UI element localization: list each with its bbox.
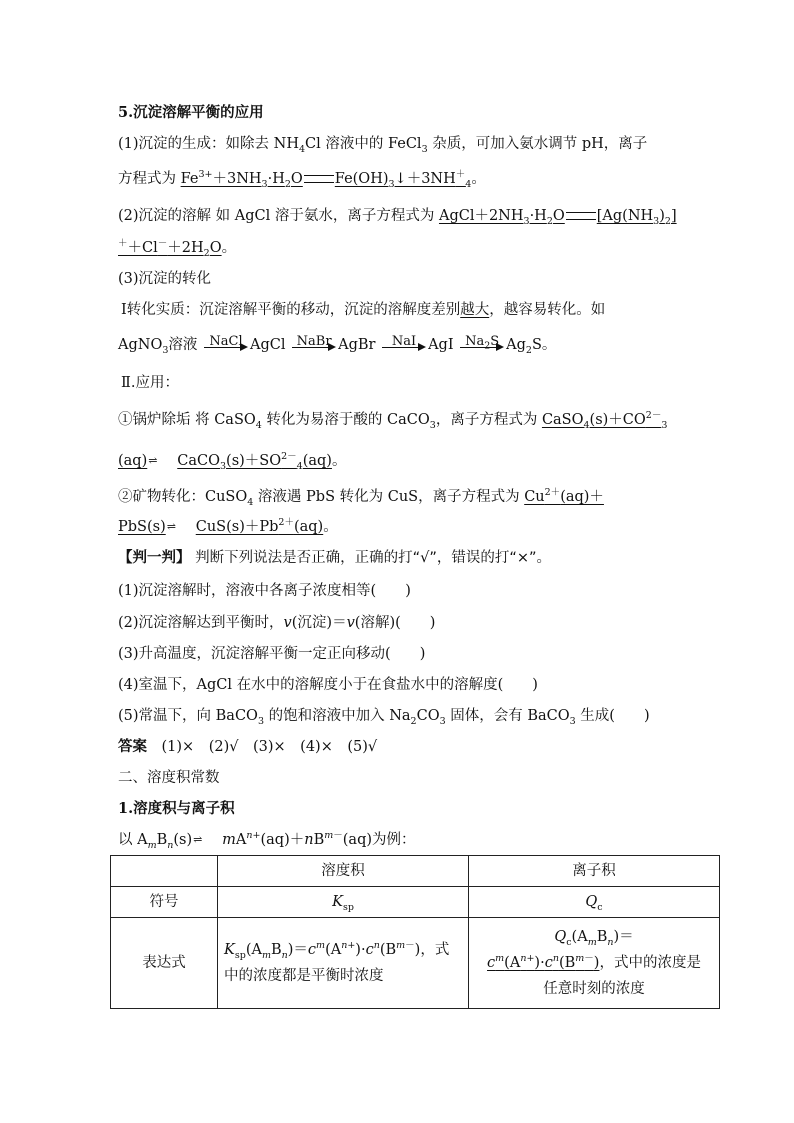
- table-header-ksp: 溶度积: [218, 856, 469, 887]
- table-row-label-expression: 表达式: [111, 918, 218, 1009]
- table-row-expression: [111, 918, 720, 1009]
- reaction-chain-silver: AgNO$_3$溶液 NaCl AgCl NaBr AgBr NaI AgI $Na_2S$ $Ag_2S$。: [118, 334, 557, 356]
- judge-item-1: (1)沉淀溶解时，溶液中各离子浓度相等( ): [118, 583, 411, 599]
- subheading-ksp-qc: 1.溶度积与离子积: [118, 800, 235, 817]
- table-row-symbol: [111, 887, 720, 918]
- table-header-qc: 离子积: [469, 856, 720, 887]
- section-heading-applications: 5.沉淀溶解平衡的应用: [118, 104, 264, 121]
- paragraph-conversion-essence: Ⅰ转化实质：沉淀溶解平衡的移动，沉淀的溶解度差别越大，越容易转化。如: [121, 302, 606, 318]
- equation-cus-conversion: PbS(s)⇌ $CuS(s)+Pb^{2+}(aq)$。: [118, 517, 338, 535]
- paragraph-boiler-descaling: ①锅炉除垢 将 CaSO$_4$ 转化为易溶于酸的 CaCO$_3$，离子方程式为 $CaSO_4(s)+CO^{2-}_3$: [118, 410, 668, 431]
- table-row-label-symbol: 符号: [111, 887, 218, 918]
- table-header-row: [111, 856, 720, 887]
- judge-item-4: (4)室温下，AgCl 在水中的溶解度小于在食盐水中的溶解度( ): [118, 677, 538, 693]
- judge-item-3: (3)升高温度，沉淀溶解平衡一定正向移动( ): [118, 646, 426, 662]
- table-header-empty: [111, 856, 218, 887]
- subheading-application: Ⅱ.应用：: [121, 375, 179, 391]
- ksp-comparison-table: [110, 855, 720, 1009]
- section-heading-ksp: 二、溶度积常数: [118, 770, 220, 786]
- equation-caco3-conversion: (aq)⇌ $CaCO_3(s)+SO^{2-}_4(aq)$。: [118, 451, 347, 472]
- subheading-conversion: (3)沉淀的转化: [118, 271, 212, 287]
- equation-fe-hydroxide: 方程式为 $Fe^{3+}+3NH_3\cdot H_2O$ $Fe(OH)_3↓+3NH^+_4$。: [118, 169, 486, 190]
- ksp-intro-equation: 以 $A_mB_n(s)\rightleftharpoons$ $mA^{n+}(aq)+nB^{m-}(aq)$为例：: [118, 830, 416, 851]
- table-cell-qc-symbol: $Q_c$: [469, 887, 720, 918]
- paragraph-mineral-conversion: ②矿物转化：CuSO$_4$ 溶液遇 PbS 转化为 CuS，离子方程式为 $Cu^{2+}(aq)+$: [118, 487, 604, 508]
- table-cell-ksp-symbol: $K_{sp}$: [218, 887, 469, 918]
- answer-line: 答案 (1)× (2)√ (3)× (4)× (5)√: [118, 738, 378, 755]
- table-cell-qc-expression: $Q_c(A_mB_n)=$ $c^m(A^{n+})\cdot c^n(B^{m-})$，式中的浓度是 任意时刻的浓度: [469, 918, 720, 1009]
- judge-item-2: (2)沉淀溶解达到平衡时，v(沉淀)＝v(溶解)( ): [118, 615, 436, 631]
- judge-instructions: 【判一判】 判断下列说法是否正确，正确的打“√”，错误的打“×”。: [118, 550, 552, 566]
- equation-agcl-dissolution-cont: $^++Cl^-+2H_2O$。: [118, 238, 237, 259]
- paragraph-precipitation-formation: (1)沉淀的生成：如除去 $NH_4Cl$ 溶液中的 FeCl$_3$ 杂质，可加入氨水调节 pH，离子: [118, 136, 648, 155]
- paragraph-dissolution: (2)沉淀的溶解 如 AgCl 溶于氨水，离子方程式为 $AgCl+2NH_3\cdot H_2O$ $[Ag(NH_3)_2]$: [118, 208, 677, 227]
- judge-item-5: (5)常温下，向 BaCO$_3$ 的饱和溶液中加入 $Na_2CO_3$ 固体，会有 BaCO$_3$ 生成( ): [118, 708, 650, 727]
- table-cell-ksp-expression: $K_{sp}(A_mB_n)=c^m(A^{n+})\cdot c^n(B^{m-})$，式 中的浓度都是平衡时浓度: [218, 918, 469, 1009]
